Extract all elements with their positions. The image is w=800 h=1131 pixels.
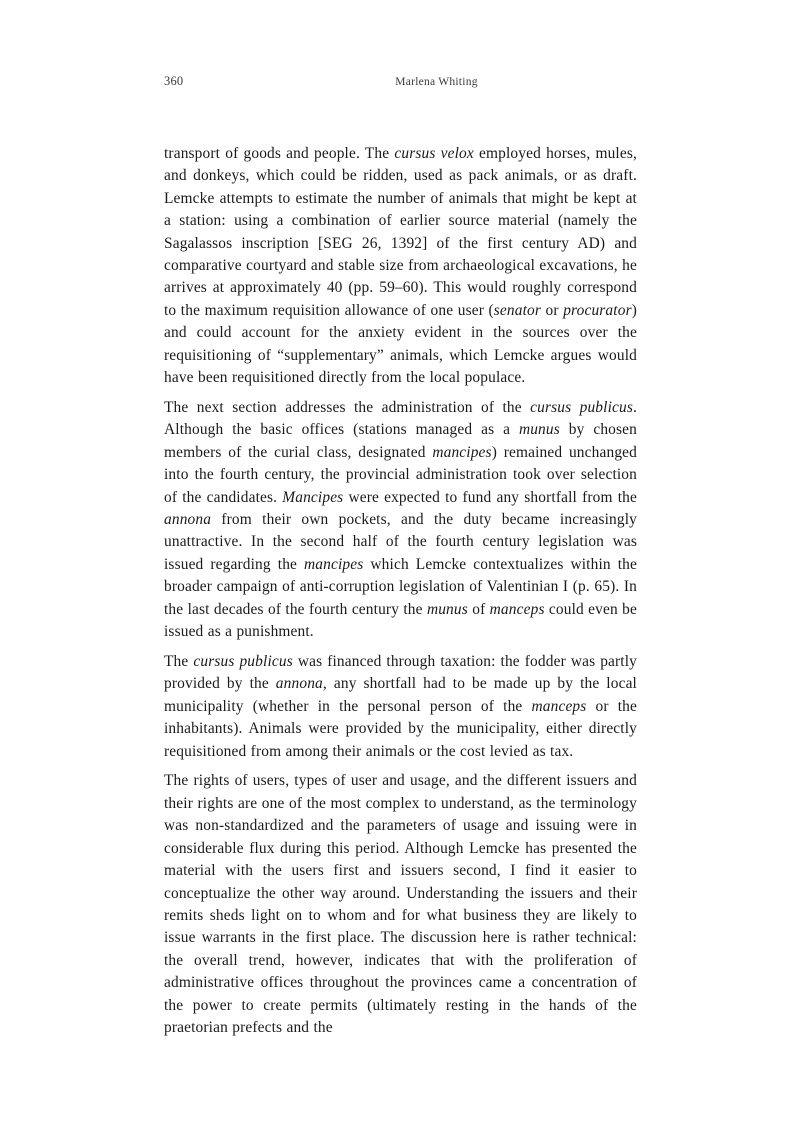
- italic-term: mancipes: [432, 443, 492, 461]
- italic-term: manceps: [489, 600, 545, 618]
- italic-term: senator: [493, 301, 542, 319]
- paragraph: transport of goods and people. The cursus velox employed horses, mules, and donkeys, which could be ridden, used as pack animals, or as draft. Lemcke attempts to estimate the number of animals that might be kept at a station: using a combination of earlier source material (namely the Sagalassos inscription [SEG 26, 1392] of the first century AD) and comparative courtyard and stable size from archaeological excavations, he arrives at approximately 40 (pp. 59–60). This would roughly correspond to the maximum requisition allowance of one user (senator or procurator) and could account for the anxiety evident in the sources over the requisitioning of “supplementary” animals, which Lemcke argues would have been requisitioned directly from the local populace.: [164, 145, 637, 387]
- italic-term: cursus publicus: [530, 398, 633, 416]
- paragraph: The rights of users, types of user and usage, and the different issuers and their rights are one of the most complex to understand, as the terminology was non-standardized and the parameters of usage and issuing were in considerable flux during this period. Although Lemcke has presented the material with the users first and issuers second, I find it easier to conceptualize the other way around. Understanding the issuers and their remits sheds light on to whom and for what business they are likely to issue warrants in the first place. The discussion here is rather technical: the overall trend, however, indicates that with the proliferation of administrative offices throughout the provinces came a concentration of the power to create permits (ultimately resting in the hands of the praetorian prefects and the: [164, 772, 637, 1036]
- italic-term: procurator: [563, 301, 632, 319]
- italic-term: munus: [518, 421, 560, 439]
- italic-term: cursus publicus: [193, 652, 293, 670]
- italic-term: manceps: [531, 697, 587, 715]
- paragraph: The cursus publicus was financed through taxation: the fodder was partly provided by the annona, any shortfall had to be made up by the local municipality (whether in the personal person of the manceps or the inhabitants). Animals were provided by the municipality, either directly requisitioned from among their animals or the cost levied as tax.: [164, 652, 638, 760]
- italic-term: cursus velox: [394, 145, 474, 162]
- italic-term: mancipes: [304, 555, 364, 573]
- running-head: [164, 72, 637, 90]
- running-title: Marlena Whiting: [395, 76, 478, 88]
- page-number: 360: [164, 74, 184, 88]
- italic-term: Mancipes: [282, 488, 344, 506]
- paragraph: The next section addresses the administration of the cursus publicus. Although the basic offices (stations managed as a munus by chosen members of the curial class, designated mancipes) remained unchanged into the fourth century, the provincial administration took over selection of the candidates. Mancipes were expected to fund any shortfall from the annona from their own pockets, and the duty became increasingly unattractive. In the second half of the fourth century legislation was issued regarding the mancipes which Lemcke contextualizes within the broader campaign of anti-corruption legislation of Valentinian I (p. 65). In the last decades of the fourth century the munus of manceps could even be issued as a punishment.: [164, 398, 638, 641]
- italic-term: annona: [275, 675, 323, 693]
- italic-term: munus: [426, 600, 468, 618]
- body-text-column: [164, 143, 637, 1039]
- italic-term: annona: [164, 511, 212, 528]
